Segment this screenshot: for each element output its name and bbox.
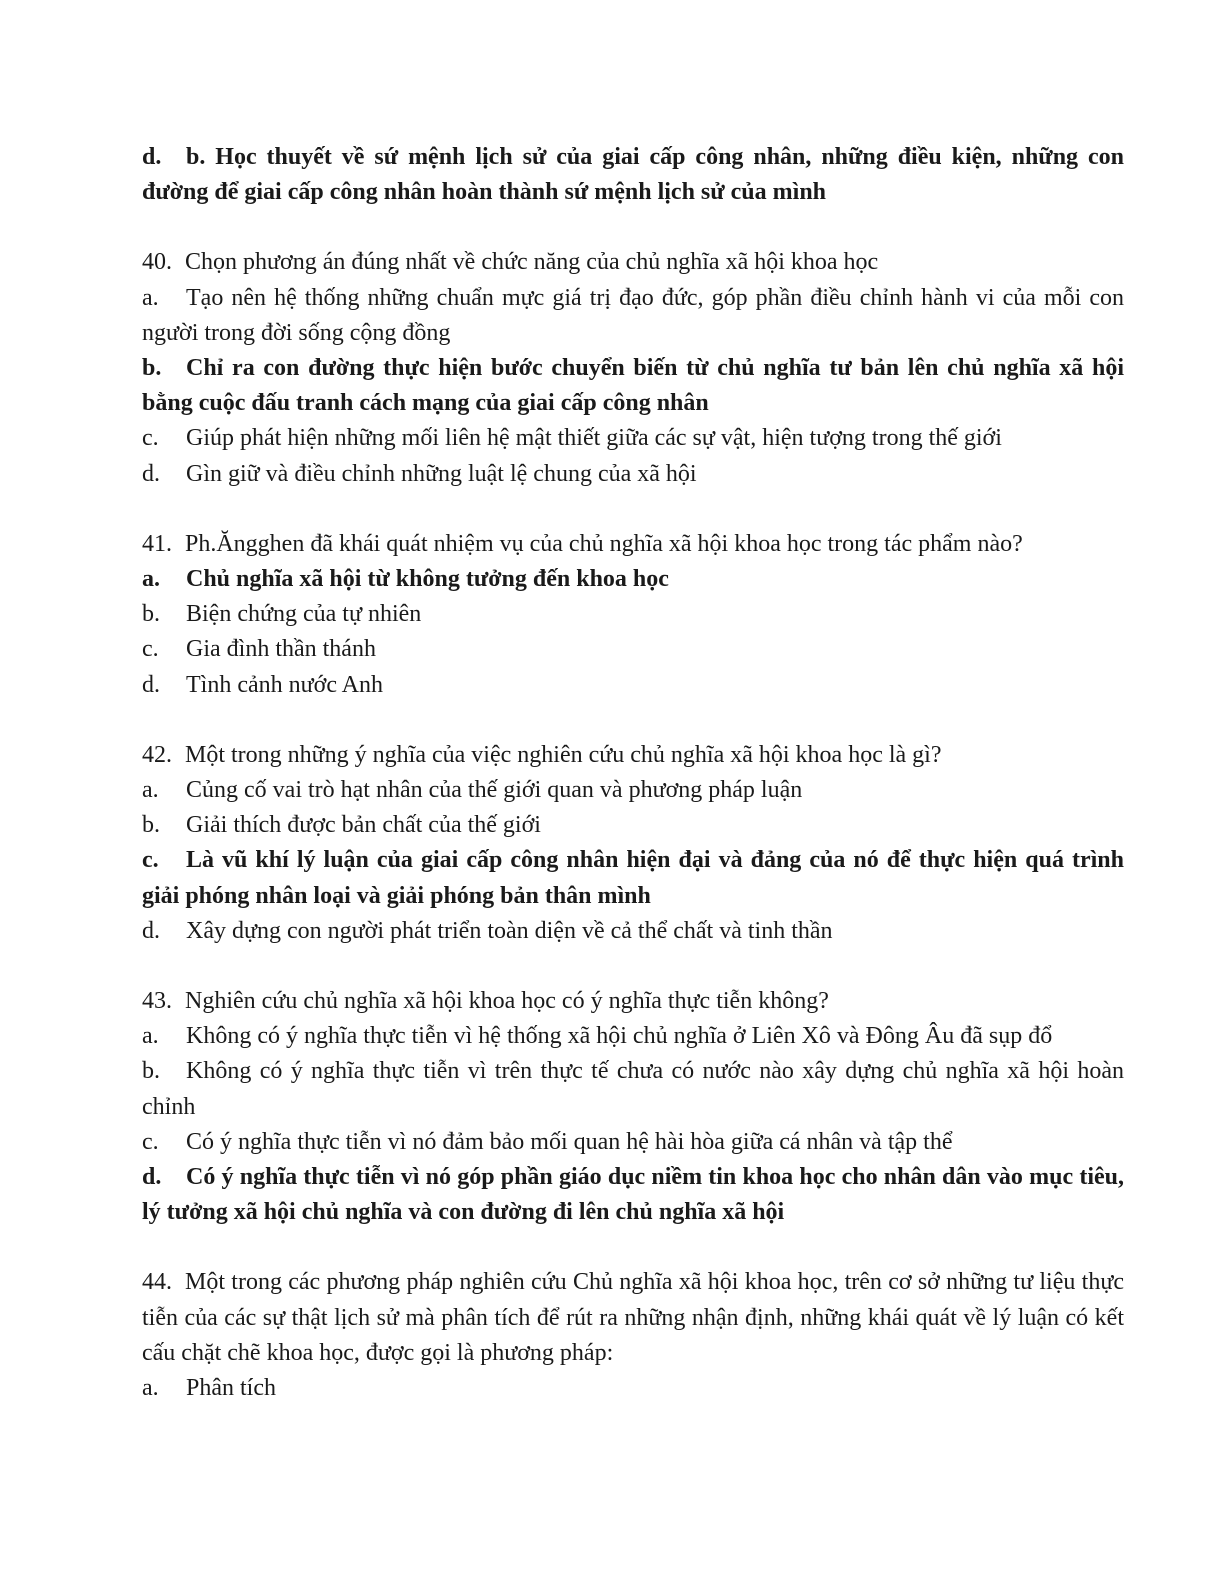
option-text: Gia đình thần thánh — [186, 636, 376, 663]
option-text: Có ý nghĩa thực tiễn vì nó góp phần giáo dục niềm tin khoa học cho nhân dân vào mục tiêu, lý tưởng xã hội chủ nghĩa và con đường đi lên chủ nghĩa xã hội — [142, 1164, 1124, 1226]
question-text: Chọn phương án đúng nhất về chức năng của chủ nghĩa xã hội khoa học — [185, 249, 879, 276]
question-text: Một trong các phương pháp nghiên cứu Chủ nghĩa xã hội khoa học, trên cơ sở những tư liệu thực tiễn của các sự thật lịch sử mà phân tích để rút ra những nhận định, những khái quát về lý luận có kết cấu chặt chẽ khoa học, được gọi là phương pháp: — [142, 1269, 1124, 1366]
option-text: Phân tích — [186, 1375, 276, 1402]
option-label: d. — [142, 144, 162, 170]
option-text: Giải thích được bản chất của thế giới — [186, 812, 541, 839]
question — [142, 1265, 1124, 1371]
option — [142, 632, 1124, 667]
option-text: Có ý nghĩa thực tiễn vì nó đảm bảo mối quan hệ hài hòa giữa cá nhân và tập thể — [186, 1128, 953, 1155]
option — [142, 597, 1124, 632]
option-label: c. — [142, 636, 159, 663]
option — [142, 914, 1124, 949]
question-number: 44. — [142, 1269, 172, 1296]
option-label: b. — [142, 601, 160, 628]
option-label: d. — [142, 917, 160, 944]
option-text: Chỉ ra con đường thực hiện bước chuyển biến từ chủ nghĩa tư bản lên chủ nghĩa xã hội bằng cuộc đấu tranh cách mạng của giai cấp công nhân — [142, 355, 1124, 417]
option — [142, 457, 1124, 492]
option-label: c. — [142, 847, 159, 874]
question — [142, 738, 1124, 773]
option — [142, 281, 1124, 351]
option-text: Giúp phát hiện những mối liên hệ mật thiết giữa các sự vật, hiện tượng trong thế giới — [186, 425, 1002, 452]
question-number: 41. — [142, 530, 172, 557]
option-correct — [142, 1160, 1124, 1230]
option-label: a. — [142, 284, 159, 311]
option — [142, 1125, 1124, 1160]
option-text: Củng cố vai trò hạt nhân của thế giới quan và phương pháp luận — [186, 777, 803, 804]
option-label: a. — [142, 777, 159, 804]
option-label: a. — [142, 566, 160, 593]
question-number: 40. — [142, 249, 172, 276]
option-correct — [142, 351, 1124, 421]
option — [142, 1054, 1124, 1124]
question-text: Nghiên cứu chủ nghĩa xã hội khoa học có ý nghĩa thực tiễn không? — [185, 988, 829, 1015]
option-label: a. — [142, 1375, 159, 1402]
option-label: b. — [142, 812, 160, 839]
answer-continuation — [142, 140, 1124, 210]
question-list — [142, 245, 1124, 1406]
question — [142, 245, 1124, 280]
option-text: b. Học thuyết về sứ mệnh lịch sử của giai cấp công nhân, những điều kiện, những con đường để giai cấp công nhân hoàn thành sứ mệnh lịch sử của mình — [142, 144, 1124, 206]
question — [142, 527, 1124, 562]
option-label: c. — [142, 1128, 159, 1155]
option-label: d. — [142, 671, 160, 698]
option — [142, 773, 1124, 808]
option-label: c. — [142, 425, 159, 452]
option-text: Không có ý nghĩa thực tiễn vì trên thực tế chưa có nước nào xây dựng chủ nghĩa xã hội hoàn chỉnh — [142, 1058, 1124, 1120]
option-text: Xây dựng con người phát triển toàn diện về cả thể chất và tinh thần — [186, 917, 833, 944]
option-label: b. — [142, 355, 162, 382]
option-label: b. — [142, 1058, 160, 1085]
question — [142, 984, 1124, 1019]
document-page — [142, 140, 1124, 1406]
question-text: Một trong những ý nghĩa của việc nghiên cứu chủ nghĩa xã hội khoa học là gì? — [185, 741, 942, 768]
option-text: Chủ nghĩa xã hội từ không tưởng đến khoa học — [186, 566, 669, 593]
question-number: 42. — [142, 741, 172, 768]
option-text: Tạo nên hệ thống những chuẩn mực giá trị đạo đức, góp phần điều chỉnh hành vi của mỗi con người trong đời sống cộng đồng — [142, 284, 1124, 346]
option-label: d. — [142, 460, 160, 487]
option — [142, 808, 1124, 843]
option — [142, 668, 1124, 703]
option-text: Không có ý nghĩa thực tiễn vì hệ thống xã hội chủ nghĩa ở Liên Xô và Đông Âu đã sụp đổ — [186, 1023, 1053, 1050]
option-text: Tình cảnh nước Anh — [186, 671, 383, 698]
option-label: d. — [142, 1164, 162, 1191]
option-text: Gìn giữ và điều chỉnh những luật lệ chung của xã hội — [186, 460, 697, 487]
option-correct — [142, 843, 1124, 913]
question-number: 43. — [142, 988, 172, 1015]
option — [142, 421, 1124, 456]
option-correct — [142, 562, 1124, 597]
question-text: Ph.Ăngghen đã khái quát nhiệm vụ của chủ nghĩa xã hội khoa học trong tác phẩm nào? — [185, 530, 1023, 557]
option-text: Biện chứng của tự nhiên — [186, 601, 422, 628]
option — [142, 1371, 1124, 1406]
option-text: Là vũ khí lý luận của giai cấp công nhân hiện đại và đảng của nó để thực hiện quá trình giải phóng nhân loại và giải phóng bản thân mình — [142, 847, 1124, 909]
option — [142, 1019, 1124, 1054]
option-label: a. — [142, 1023, 159, 1050]
